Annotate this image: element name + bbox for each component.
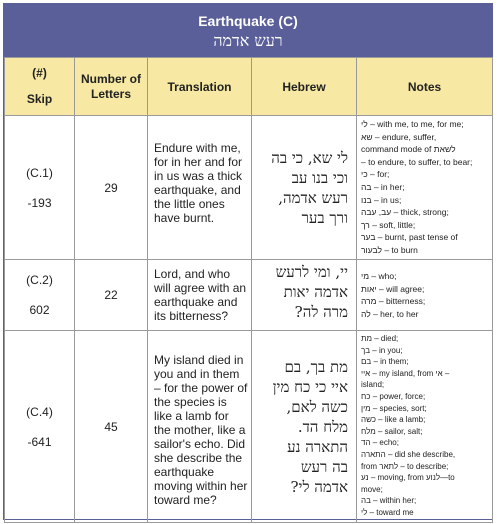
hebrew-line: וכי בנו עב — [291, 168, 348, 187]
header-skip — [5, 58, 75, 116]
notes-cell — [357, 331, 493, 523]
header-letters-line2: Letters — [90, 86, 131, 101]
row-id: (C.1) — [26, 165, 53, 180]
letters-count: 29 — [75, 116, 148, 260]
hebrew-line: מת בך, בם — [284, 358, 348, 376]
note-line: בך – in you; — [361, 345, 403, 355]
hebrew-line: התארה נע — [287, 438, 348, 456]
header-translation: Translation — [148, 58, 252, 116]
hebrew-line: רעש אדמה, — [278, 188, 348, 207]
note-line: התארה – did she describe, — [361, 449, 456, 459]
hebrew-line: לי שא, כי בה — [271, 148, 348, 167]
header-skip-bottom: Skip — [26, 92, 53, 106]
translation-cell: My island died in you and in them – for the power of the species is like a lamb for the mother, like a sailor's echo. Did she describe the earthquake moving within her toward me? — [148, 331, 252, 523]
translation-cell: Endure with me, for in her and for in us was a thick earthquake, and the little ones have burnt. — [148, 116, 252, 260]
hebrew-line: בה רעש — [300, 458, 348, 476]
hebrew-line: אדמה לי? — [290, 478, 348, 496]
note-line: from לתאר – to describe; — [361, 461, 449, 471]
header-notes: Notes — [357, 58, 493, 116]
skip-cell — [5, 116, 75, 260]
hebrew-line: מרה לה? — [294, 303, 348, 321]
note-line: בה – in her; — [361, 181, 405, 192]
row-id: (C.2) — [26, 273, 53, 287]
letters-count: 22 — [75, 260, 148, 331]
header-row — [5, 58, 493, 116]
note-line: בה – within her; — [361, 496, 417, 506]
note-line: לבעור – to burn — [361, 244, 418, 255]
earthquake-table-panel — [3, 3, 493, 520]
title-bar — [4, 4, 492, 57]
note-line: command mode of לשאת — [361, 144, 456, 155]
hebrew-cell — [252, 331, 357, 523]
note-line: כי – for; — [361, 169, 390, 180]
hebrew-line: איי כי כח מין — [272, 378, 348, 396]
note-line: בנו – in us; — [361, 194, 402, 205]
notes-cell — [357, 260, 493, 331]
translation-cell: Lord, and who will agree with an earthquake and its bitterness? — [148, 260, 252, 331]
note-line: רך – soft, little; — [361, 219, 416, 230]
note-line: נע – moving, from לנוע—to — [361, 473, 455, 483]
hebrew-line: יי, ומי לרעש — [275, 263, 348, 281]
note-line: move; — [361, 484, 383, 494]
row-id: (C.4) — [26, 404, 53, 419]
note-line: בער – burnt, past tense of — [361, 232, 458, 243]
note-line: איי – my island, from אי – — [361, 368, 450, 378]
header-skip-top: (#) — [32, 66, 47, 80]
skip-value: -193 — [27, 195, 52, 210]
header-letters — [75, 58, 148, 116]
note-line: לי – with me, to me, for me; — [361, 119, 464, 129]
notes-cell — [357, 116, 493, 260]
note-line: כשה – like a lamb; — [361, 415, 426, 425]
skip-value: -641 — [27, 434, 52, 449]
hebrew-line: כשה לאם, — [286, 398, 348, 416]
note-line: island; — [361, 380, 385, 390]
note-line: מין – species, sort; — [361, 403, 427, 413]
hebrew-line: ורך בער — [301, 208, 348, 227]
note-line: לה – her, to her — [361, 308, 419, 319]
hebrew-line: אדמה יאות — [283, 283, 348, 301]
note-line: כח – power, force; — [361, 391, 426, 401]
table-row — [5, 260, 493, 331]
note-line: לי – toward me — [361, 507, 414, 517]
code-table — [4, 57, 493, 523]
header-letters-line1: Number of — [81, 71, 141, 86]
note-line: מי – who; — [361, 271, 397, 281]
table-row — [5, 331, 493, 523]
note-line: הד – echo; — [361, 438, 399, 448]
note-line: – to endure, to suffer, to bear; — [361, 156, 473, 167]
note-line: מלח – sailor, salt; — [361, 426, 423, 436]
note-line: עב, עבה – thick, strong; — [361, 207, 449, 218]
skip-value: 602 — [29, 303, 50, 317]
letters-count: 45 — [75, 331, 148, 523]
note-line: מת – died; — [361, 334, 399, 343]
skip-cell — [5, 260, 75, 331]
note-line: בם – in them; — [361, 357, 409, 367]
note-line: שא – endure, suffer, — [361, 131, 437, 142]
note-line: מרה – bitterness; — [361, 296, 426, 307]
hebrew-line: מלח הד. — [297, 418, 348, 436]
page-title: Earthquake (C) — [198, 13, 298, 29]
hebrew-cell — [252, 260, 357, 331]
hebrew-cell — [252, 116, 357, 260]
table-row — [5, 116, 493, 260]
skip-cell — [5, 331, 75, 523]
page-title-hebrew: רעש אדמה — [213, 31, 283, 50]
header-hebrew: Hebrew — [252, 58, 357, 116]
note-line: יאות – will agree; — [361, 283, 425, 294]
